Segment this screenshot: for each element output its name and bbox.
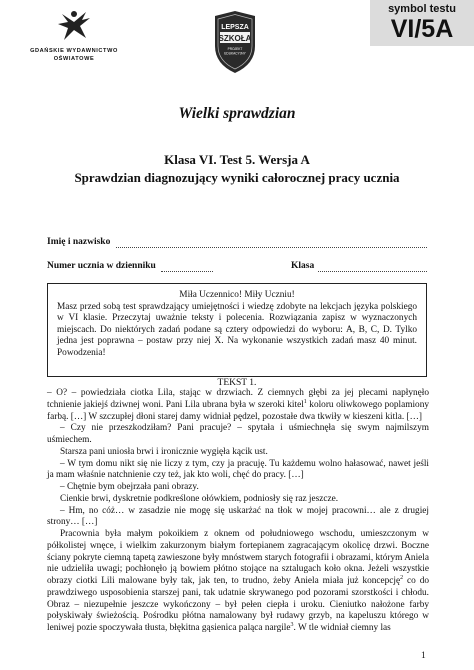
paragraph: Cienkie brwi, dyskretnie podkreślone ołówkiem, podniosły się raz jeszcze. — [60, 493, 339, 504]
paragraph: – Hm, no cóż… w zasadzie nie mogę się uskarżać na tłok w mojej pracowni… ale z drugiej strony… […] — [47, 505, 429, 528]
paragraph: – Chętnie bym obejrzała pani obrazy. — [60, 482, 199, 492]
page-title: Wielki sprawdzian — [178, 105, 296, 122]
instructions-box — [47, 283, 427, 377]
paragraph: Pracownia była małym pokoikiem z oknem od południowego wschodu, umieszczonym w półkolistej wnęce, i wielkim zakurzonym białym fortepianem zagracającym okolicę drzwi. Boczne ściany pokryte ciemną tapetą zawieszone były mnóstwem starych fotografii i obrazami, którym Aniela nie udzieliła uwagi; pochłonęło ją bowiem płótno stojące na sztalugach koło okna. Jeżeli wszystkie obrazy ciotki Lili malowane były tak, jak ten, to trudno, żeby Aniela miała już koncepcję$^2$ co do prawdziwego usposobienia starszej pani, tak udatnie skrywanego pod pozorami szorstkości i chłodu. Obraz – niezupełnie jeszcze wykończony – był pełen ciepła i uroku. Cieniutko nałożone farby połyskiwały świeżością. Pośrodku płótna namalowany był rudawy grzyb, na kapeluszu którego w leniwej pozie spoczywała tłusta, błękitna gąsienica paląca nargile$^3$. W tle widniał ciemny las — [47, 529, 429, 633]
text-body — [47, 388, 429, 635]
page-number: 1 — [421, 651, 426, 661]
paragraph: – W tym domu nikt się nie liczy z tym, czy ja pracuję. Tu każdemu wolno hałasować, nawet jeśli ja mam właśnie natchnienie czy też, jak kto woli, chęć do pracy. […] — [47, 458, 429, 481]
badge-line2: SZKOŁA — [218, 34, 252, 43]
instructions-body: Masz przed sobą test sprawdzający umiejętności i wiedzę zdobyte na lekcjach języka polskiego w VI klasie. Przeczytaj uważnie teksty i polecenia. Rozwiązania zapisz w wyznaczonych miejscach. Do niektórych zadań podane są cztery odpowiedzi do wyboru: A, B, C, D. Tylko jedna jest poprawna – postaw przy niej X. Na wykonanie wszystkich zadań masz 40 minut. Powodzenia! — [57, 301, 417, 358]
test-symbol-code: VI/5A — [390, 15, 454, 43]
publisher-figure-icon — [56, 8, 92, 44]
paragraph: – O? – powiedziała ciotka Lila, stając w drzwiach. Z ciemnych głębi za jej plecami napłynęło tchnienie jakiejś dziwnej woni. Pani Lila ubrana była w szeroki kitel$^1$ koloru oliwkowego poplamiony farbą. […] W szczupłej dłoni starej damy widniał pędzel, pozostałe dwa tkwiły w kieszeni kitla. […] — [47, 388, 429, 422]
badge-line4: EDUKACYJNY — [224, 51, 246, 56]
student-number-label: Numer ucznia w dzienniku — [47, 261, 156, 271]
text-heading: TEKST 1. — [217, 378, 257, 388]
name-label: Imię i nazwisko — [47, 237, 111, 247]
class-field[interactable] — [318, 271, 427, 272]
test-symbol-label: symbol testu — [388, 3, 456, 15]
school-crest-icon — [210, 10, 260, 74]
test-subtitle: Klasa VI. Test 5. Wersja A — [164, 152, 310, 167]
student-number-field[interactable] — [161, 271, 213, 272]
paragraph: Starsza pani uniosła brwi i ironicznie wygięła kącik ust. — [60, 446, 268, 457]
instructions-greeting: Miła Uczennico! Miły Uczniu! — [179, 290, 295, 300]
name-field[interactable] — [116, 247, 427, 248]
publisher-name-line1: GDAŃSKIE WYDAWNICTWO — [30, 48, 118, 54]
publisher-name-line2: OŚWIATOWE — [53, 56, 95, 62]
badge-line3: PROJEKT — [227, 47, 243, 51]
badge-line1: LEPSZA — [221, 24, 249, 31]
test-description: Sprawdzian diagnozujący wyniki całorocznej pracy ucznia — [74, 170, 400, 185]
class-label: Klasa — [291, 261, 315, 271]
footnote-ref: 1 — [303, 398, 307, 405]
paragraph: – Czy nie przeszkodziłam? Pani pracuje? – spytała i uśmiechnęła się swym najmilszym uśmiechem. — [47, 423, 429, 445]
test-symbol-box — [370, 0, 474, 46]
footnote-ref: 3 — [290, 621, 294, 628]
footnote-ref: 2 — [400, 574, 404, 581]
publisher-logo — [18, 8, 130, 66]
